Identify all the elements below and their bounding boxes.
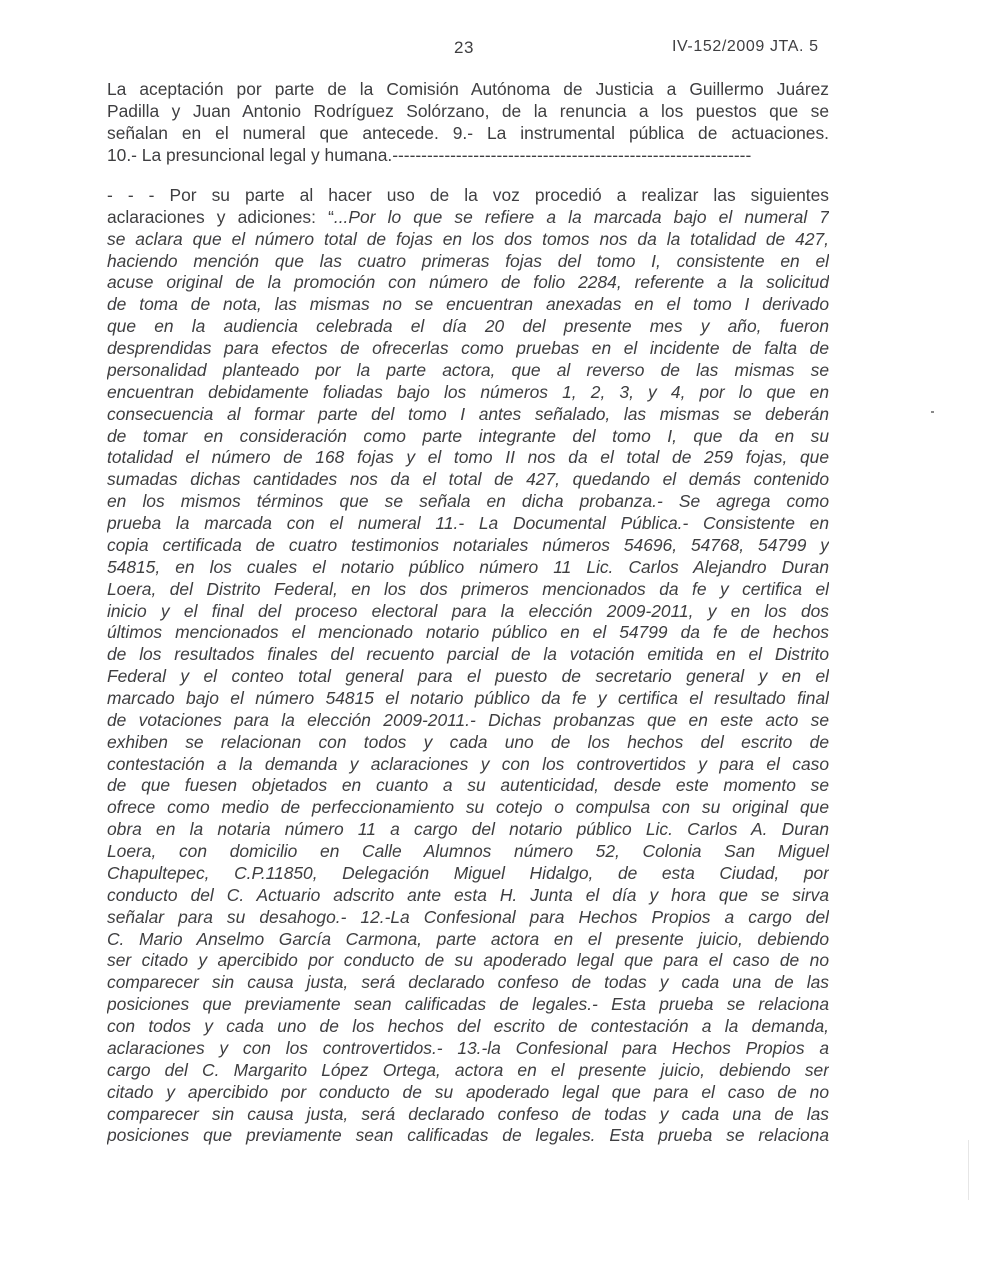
text-line: [107, 271, 829, 293]
text-segment: obra en la notaria número 11 a cargo del notario público Lic. Carlos A. Duran: [107, 819, 829, 839]
text-segment: totalidad el número de 168 fojas y el tomo II nos da el total de 259 fojas, que: [107, 447, 829, 467]
text-line: [107, 468, 829, 490]
text-segment: últimos mencionados el mencionado notario público en el 54799 da fe de hechos: [107, 622, 829, 642]
text-line: [107, 578, 829, 600]
text-segment: en los mismos términos que se señala en dicha probanza.- Se agrega como: [107, 491, 829, 511]
text-segment: con todos y cada uno de los hechos del escrito de contestación a la demanda,: [107, 1016, 829, 1036]
text-segment: prueba la marcada con el numeral 11.- La Documental Pública.- Consistente en: [107, 513, 829, 533]
text-segment: aclaraciones y adiciones: “: [107, 207, 334, 227]
text-segment: posiciones que previamente sean calificadas de legales. Esta prueba se relaciona: [107, 1125, 829, 1145]
text-segment: Chapultepec, C.P.11850, Delegación Miguel Hidalgo, de esta Ciudad, por: [107, 863, 829, 883]
text-line: [107, 884, 829, 906]
text-line: [107, 928, 829, 950]
text-segment: exhiben se relacionan con todos y cada uno de los hechos del escrito de: [107, 732, 829, 752]
text-segment: citado y apercibido por conducto de su apoderado legal que para el caso de no: [107, 1082, 829, 1102]
text-segment: ser citado y apercibido por conducto de su apoderado legal que para el caso de no: [107, 950, 829, 970]
text-line: [107, 796, 829, 818]
text-segment: acuse original de la promoción con número de folio 2284, referente a la solicitud: [107, 272, 829, 292]
text-line: [107, 228, 829, 250]
text-segment: comparecer sin causa justa, será declarado confeso de todas y cada una de las: [107, 1104, 829, 1124]
text-segment: inicio y el final del proceso electoral para la elección 2009-2011, y en los dos: [107, 601, 829, 621]
text-line: [107, 993, 829, 1015]
text-segment: Federal y el conteo total general para el puesto de secretario general y en el: [107, 666, 829, 686]
text-line: [107, 337, 829, 359]
text-line: [107, 403, 829, 425]
text-segment: de que fuesen objetados en cuanto a su autenticidad, desde este momento se: [107, 775, 829, 795]
text-line: [107, 315, 829, 337]
scan-speck: [931, 411, 934, 413]
text-line: [107, 1059, 829, 1081]
text-line: [107, 906, 829, 928]
text-line: [107, 731, 829, 753]
page-number: 23: [454, 38, 474, 57]
text-line: [107, 1081, 829, 1103]
text-line: [107, 512, 829, 534]
text-line: [107, 144, 829, 166]
text-line: [107, 862, 829, 884]
text-segment: Loera, del Distrito Federal, en los dos primeros mencionados da fe y certifica el: [107, 579, 829, 599]
text-segment: ...Por lo que se refiere a la marcada bajo el numeral 7: [333, 207, 829, 227]
text-line: [107, 709, 829, 731]
text-line: [107, 122, 829, 144]
text-segment: La aceptación por parte de la Comisión Autónoma de Justicia a Guillermo Juárez: [107, 79, 829, 99]
text-segment: sumadas dichas cantidades nos da el total de 427, quedando el demás contenido: [107, 469, 829, 489]
text-segment: comparecer sin causa justa, será declarado confeso de todas y cada una de las: [107, 972, 829, 992]
text-line: [107, 100, 829, 122]
text-segment: Padilla y Juan Antonio Rodríguez Solórzano, de la renuncia a los puestos que se: [107, 101, 829, 121]
text-segment: contestación a la demanda y aclaraciones y con los controvertidos y para el caso: [107, 754, 829, 774]
file-reference: IV-152/2009 JTA. 5: [672, 38, 819, 55]
text-line: [107, 78, 829, 100]
text-segment: de los resultados finales del recuento parcial de la votación emitida en el Distrito: [107, 644, 829, 664]
text-segment: haciendo mención que las cuatro primeras fojas del tomo I, consistente en el: [107, 251, 829, 271]
text-segment: - - - Por su parte al hacer uso de la voz procedió a realizar las siguientes: [107, 185, 829, 205]
text-line: [107, 1103, 829, 1125]
text-line: [107, 381, 829, 403]
text-segment: cargo del C. Margarito López Ortega, actora en el presente juicio, debiendo ser: [107, 1060, 829, 1080]
text-line: [107, 184, 829, 206]
text-line: [107, 425, 829, 447]
text-line: [107, 556, 829, 578]
text-segment: que en la audiencia celebrada el día 20 del presente mes y año, fueron: [107, 316, 829, 336]
text-line: [107, 1124, 829, 1146]
text-segment: de votaciones para la elección 2009-2011.- Dichas probanzas que en este acto se: [107, 710, 829, 730]
text-segment: C. Mario Anselmo García Carmona, parte actora en el presente juicio, debiendo: [107, 929, 829, 949]
text-line: [107, 1037, 829, 1059]
text-line: [107, 621, 829, 643]
text-segment: marcado bajo el número 54815 el notario público da fe y certifica el resultado final: [107, 688, 829, 708]
text-line: [107, 971, 829, 993]
text-segment: ofrece como medio de perfeccionamiento su cotejo o compulsa con su original que: [107, 797, 829, 817]
text-line: [107, 293, 829, 315]
text-line: [107, 774, 829, 796]
text-line: [107, 206, 829, 228]
text-line: [107, 665, 829, 687]
text-segment: consecuencia al formar parte del tomo I antes señalado, las mismas se deberán: [107, 404, 829, 424]
text-segment: se aclara que el número total de fojas en los dos tomos nos da la totalidad de 427,: [107, 229, 829, 249]
text-line: [107, 359, 829, 381]
text-line: [107, 250, 829, 272]
text-line: [107, 534, 829, 556]
text-line: [107, 643, 829, 665]
text-segment: Loera, con domicilio en Calle Alumnos número 52, Colonia San Miguel: [107, 841, 829, 861]
text-segment: desprendidas para efectos de ofrecerlas como pruebas en el incidente de falta de: [107, 338, 829, 358]
text-segment: posiciones que previamente sean calificadas de legales.- Esta prueba se relaciona: [107, 994, 829, 1014]
text-segment: copia certificada de cuatro testimonios notariales números 54696, 54768, 54799 y: [107, 535, 829, 555]
scan-edge-mark: [968, 1140, 969, 1200]
text-segment: 54815, en los cuales el notario público número 11 Lic. Carlos Alejandro Duran: [107, 557, 829, 577]
text-line: [107, 840, 829, 862]
text-segment: señalan en el numeral que antecede. 9.- La instrumental pública de actuaciones.: [107, 123, 829, 143]
text-line: [107, 753, 829, 775]
text-line: [107, 818, 829, 840]
text-segment: aclaraciones y con los controvertidos.- 13.-la Confesional para Hechos Propios a: [107, 1038, 829, 1058]
text-segment: conducto del C. Actuario adscrito ante esta H. Junta el día y hora que se sirva: [107, 885, 829, 905]
text-line: [107, 600, 829, 622]
text-line: [107, 949, 829, 971]
text-line: [107, 687, 829, 709]
text-line: [107, 490, 829, 512]
text-segment: señalar para su desahogo.- 12.-La Confesional para Hechos Propios a cargo del: [107, 907, 829, 927]
text-segment: 10.- La presuncional legal y humana.--------------------------------------------------------------: [107, 145, 752, 165]
text-segment: personalidad planteado por la parte actora, que al reverso de las mismas se: [107, 360, 829, 380]
text-line: [107, 1015, 829, 1037]
text-segment: de tomar en consideración como parte integrante del tomo I, que da en su: [107, 426, 829, 446]
text-segment: encuentran debidamente foliadas bajo los números 1, 2, 3, y 4, por lo que en: [107, 382, 829, 402]
text-segment: de toma de nota, las mismas no se encuentran anexadas en el tomo I derivado: [107, 294, 829, 314]
text-line: [107, 446, 829, 468]
